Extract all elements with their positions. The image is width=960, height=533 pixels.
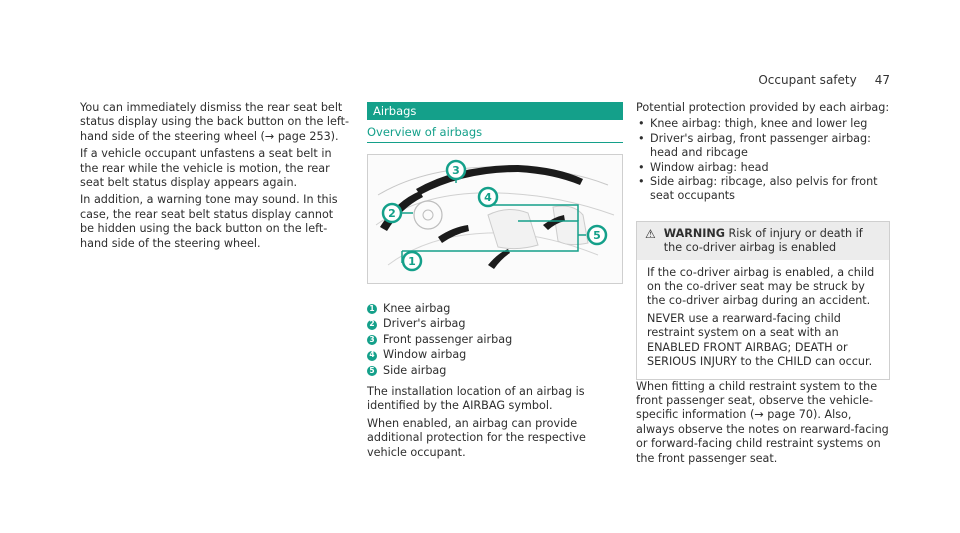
paragraph: If the co-driver airbag is enabled, a child on the co-driver seat may be struck by the co-driver airbag during an accident.: [647, 265, 875, 308]
list-item: • Side airbag: ribcage, also pelvis for front seat occupants: [636, 175, 892, 204]
right-column: [636, 101, 892, 469]
list-item: • Window airbag: head: [636, 161, 892, 175]
legend-label: Driver's airbag: [383, 317, 466, 331]
legend-label: Knee airbag: [383, 301, 451, 315]
bullet-intro: Potential protection provided by each airbag:: [636, 101, 890, 114]
list-item: • Knee airbag: thigh, knee and lower leg: [636, 117, 892, 131]
legend-label: Window airbag: [383, 348, 467, 362]
callout-3: [447, 161, 465, 179]
legend-item: [367, 363, 623, 379]
paragraph: When fitting a child restraint system to the front passenger seat, observe the vehicle-specific information (→ page 70). Also, always observe the notes on rearward-facing or forward-facing child restraint systems on the front passenger seat.: [636, 379, 889, 465]
car-interior-illustration: [368, 155, 622, 283]
legend-item: [367, 301, 623, 317]
legend-label: Front passenger airbag: [383, 332, 513, 346]
paragraph: When enabled, an airbag can provide additional protection for the respective vehicle occupant.: [367, 416, 586, 459]
paragraph: You can immediately dismiss the rear seat belt status display using the back button on the left-hand side of the steering wheel (→ page 253).: [80, 101, 350, 143]
legend-number: 5: [367, 366, 377, 376]
legend-label: Side airbag: [383, 363, 447, 377]
paragraph: NEVER use a rearward-facing child restraint system on a seat with an ENABLED FRONT AIRBAG; DEATH or SERIOUS INJURY to the CHILD can occur.: [647, 311, 873, 369]
paragraph: The installation location of an airbag is identified by the AIRBAG symbol.: [367, 384, 585, 413]
subheading: Overview of airbags: [367, 125, 623, 143]
warning-box: [636, 221, 890, 380]
section-name: Occupant safety: [758, 73, 857, 87]
airbag-legend: [367, 301, 623, 379]
warning-title: Risk of injury or death if the co-driver airbag is enabled: [663, 226, 863, 255]
middle-column: [367, 102, 623, 463]
paragraph: In addition, a warning tone may sound. In this case, the rear seat belt status display cannot be hidden using the back button on the left-hand side of the steering wheel.: [80, 193, 338, 250]
left-column: [80, 101, 350, 254]
callout-2: [383, 204, 401, 222]
warning-triangle-icon: ⚠: [645, 226, 656, 241]
svg-text:1: 1: [408, 255, 416, 269]
legend-number: 1: [367, 304, 377, 314]
legend-item: [367, 348, 623, 364]
warning-body: [637, 260, 889, 379]
svg-text:5: 5: [593, 229, 601, 243]
list-item: • Driver's airbag, front passenger airbag: head and ribcage: [636, 132, 892, 161]
legend-item: [367, 332, 623, 348]
page-number: 47: [874, 73, 890, 87]
warning-header: [637, 222, 889, 260]
protection-list: [636, 117, 892, 203]
svg-text:4: 4: [484, 191, 492, 205]
legend-number: 3: [367, 335, 377, 345]
paragraph: If a vehicle occupant unfastens a seat belt in the rear while the vehicle is motion, the rear seat belt status display appears again.: [80, 147, 332, 190]
section-title: Airbags: [367, 102, 623, 120]
svg-text:3: 3: [452, 164, 460, 178]
airbag-illustration: [367, 154, 623, 284]
callout-4: [479, 188, 497, 206]
callout-1: [403, 252, 421, 270]
warning-label: WARNING: [663, 226, 725, 240]
callout-5: [588, 226, 606, 244]
legend-number: 2: [367, 320, 377, 330]
page-header: [758, 73, 890, 87]
legend-number: 4: [367, 351, 377, 361]
legend-item: [367, 317, 623, 333]
svg-text:2: 2: [388, 207, 396, 221]
